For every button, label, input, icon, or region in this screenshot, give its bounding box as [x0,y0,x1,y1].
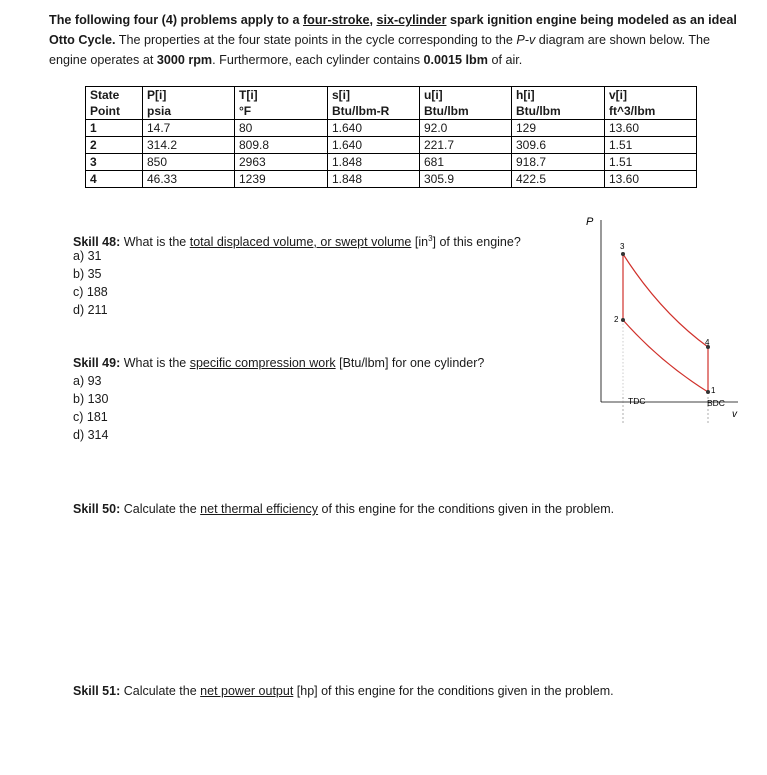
header-pressure: P[i] psia [143,87,235,120]
bdc-label: BDC [707,398,725,408]
skill-49-options [73,372,108,444]
four-stroke-term: four-stroke [302,13,370,27]
table-row: 3 850 2963 1.848 681 918.7 1.51 [86,154,697,171]
label-2: 2 [614,315,619,324]
option-a: a) 93 [73,374,102,388]
tdc-label: TDC [628,396,646,406]
label-1: 1 [711,386,716,395]
state-properties-table [85,86,697,188]
v-axis-label: v [732,409,737,420]
air-mass: 0.0015 lbm [423,53,488,67]
skill-51-question: Skill 51: Calculate the net power output [hp] of this engine for the conditions given in the problem. [73,684,614,698]
state-point-3 [621,252,625,256]
header-temperature: T[i] °F [235,87,328,120]
option-c: c) 181 [73,410,108,424]
skill-49-question: Skill 49: What is the specific compression work [Btu/lbm] for one cylinder? [73,356,485,370]
option-d: d) 314 [73,428,109,442]
header-specific-volume: v[i] ft^3/lbm [605,87,697,120]
option-d: d) 211 [73,303,108,317]
pv-diagram [580,212,750,427]
table-header-row [86,87,697,120]
table-row: 1 14.7 80 1.640 92.0 129 13.60 [86,120,697,137]
engine-rpm: 3000 rpm [156,53,213,67]
six-cylinder-term: six-cylinder [376,13,447,27]
header-entropy: s[i] Btu/lbm-R [328,87,420,120]
label-4: 4 [705,338,710,347]
option-b: b) 130 [73,392,109,406]
header-state: State Point [86,87,143,120]
skill-48-question: Skill 48: What is the total displaced volume, or swept volume $[in^3]$ of this engine? [73,234,521,250]
option-b: b) 35 [73,267,102,281]
option-a: a) 31 [73,249,102,263]
intro-paragraph: The following four (4) problems apply to a four-stroke, six-cylinder spark ignition engine being modeled as an ideal Otto Cycle. The properties at the four state points in the cycle corresponding to the P-v diagram are shown below. The engine operates at 3000 rpm. Furthermore, each cylinder contains 0.0015 lbm of air. [49,13,737,67]
process-1-2-curve [623,320,708,392]
table-row: 2 314.2 809.8 1.640 221.7 309.6 1.51 [86,137,697,154]
p-axis-label: P [586,216,594,228]
header-enthalpy: h[i] Btu/lbm [512,87,605,120]
skill-50-question: Skill 50: Calculate the net thermal efficiency of this engine for the conditions given in the problem. [73,502,615,516]
skill-48-options [73,247,108,319]
label-3: 3 [620,242,625,251]
option-c: c) 188 [73,285,108,299]
table-row: 4 46.33 1239 1.848 305.9 422.5 13.60 [86,171,697,188]
state-point-1 [706,390,710,394]
state-point-2 [621,318,625,322]
header-internal-energy: u[i] Btu/lbm [420,87,512,120]
